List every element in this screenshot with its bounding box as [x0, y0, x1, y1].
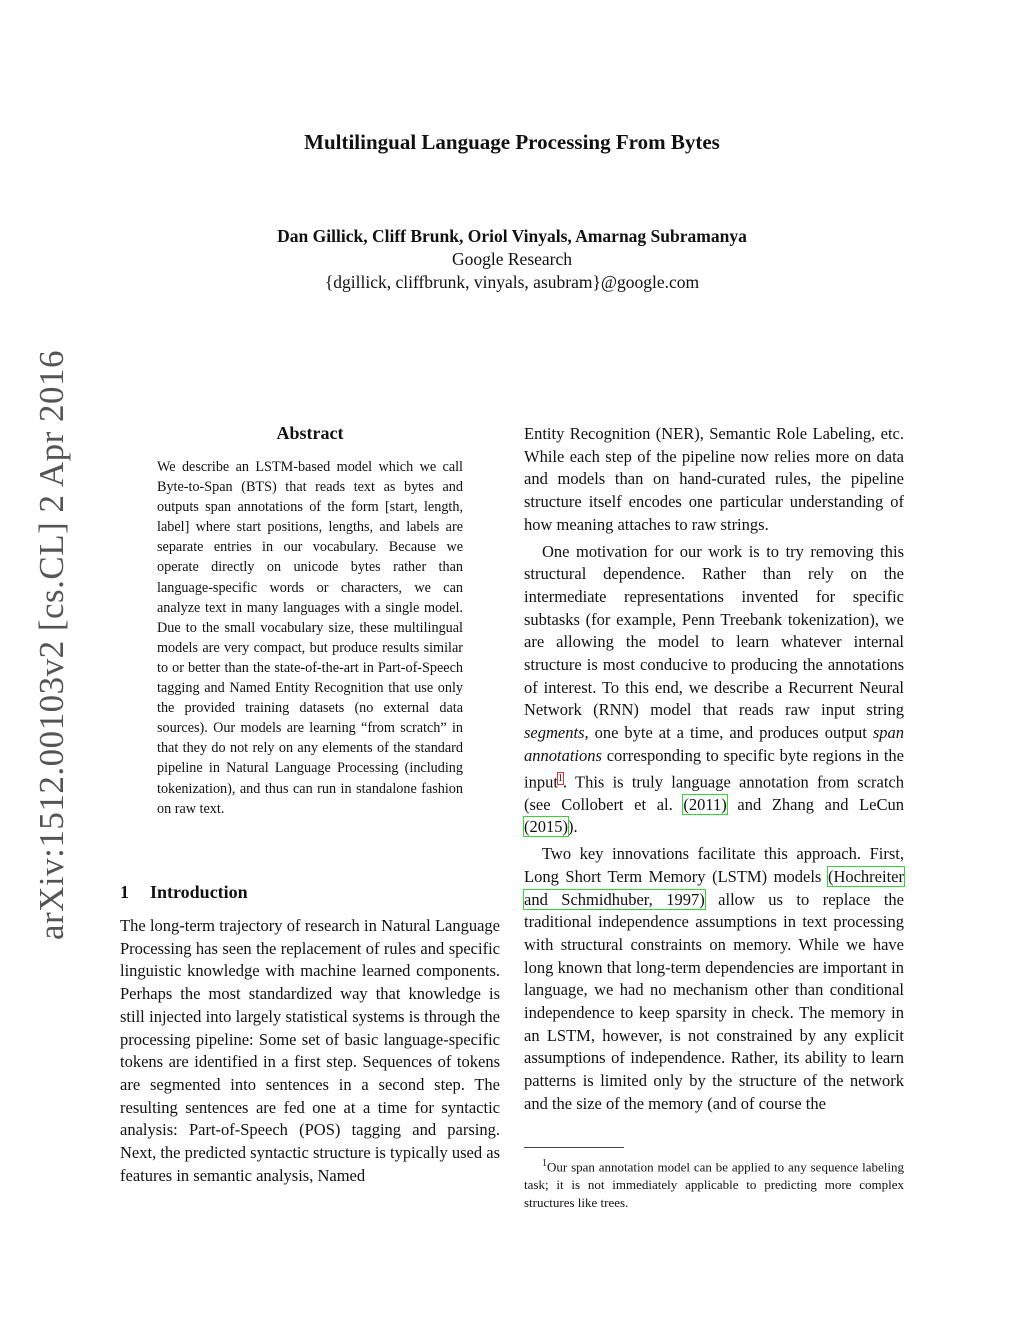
citation-link-hochreiter[interactable]: (Hochreiter and Schmidhuber, 1997)	[524, 866, 904, 909]
affiliation: Google Research	[451, 249, 573, 269]
emphasis-segments: segments	[524, 723, 585, 743]
abstract-text: We describe an LSTM-based model which we call Byte-to-Span (BTS) that reads text as bytes and outputs span annotations of the form [start, length, label] where start positions, lengths, and labels are separate entries in our vocabulary. Because we operate directly on unicode bytes rather than language-specific words or characters, we can analyze text in many languages with a single model. Due to the small vocabulary size, these multilingual models are very compact, but produce results similar to or better than the state-of-the-art in Part-of-Speech tagging and Named Entity Recognition that use only the provided training datasets (no external data sources). Our models are learning “from scratch” in that they do not rely on any elements of the standard pipeline in Natural Language Processing (including tokenization), and thus can run in standalone fashion on raw text.	[157, 459, 463, 817]
intro-paragraph-1: The long-term trajectory of research in Natural Language Processing has seen the replacement of rules and specific linguistic knowledge with machine learned components. Perhaps the most standardized way that knowledge is still injected into largely statistical systems is through the processing pipeline: Some set of basic language-specific tokens are identified in a first step. Sequences of tokens are segmented into sentences in a second step. The resulting sentences are fed one at a time for syntactic analysis: Part-of-Speech (POS) tagging and parsing. Next, the predicted syntactic structure is typically used as features in semantic analysis, Named	[120, 916, 500, 1185]
author-emails: {dgillick, cliffbrunk, vinyals, asubram}@google.com	[324, 272, 700, 292]
footnote	[524, 1155, 904, 1212]
abstract-body	[157, 457, 463, 819]
footnote-divider	[524, 1147, 624, 1148]
text-run: One motivation for our work is to try removing this structural dependence. Rather than rely on the intermediate representations invented for specific subtasks (for example, Penn Treebank tokenization), we are allowing the model to learn whatever internal structure is most conducive to producing the annotations of interest. To this end, we describe a Recurrent Neural Network (RNN) model that reads raw input string	[524, 541, 904, 720]
footnote-body: Our span annotation model can be applied to any sequence labeling task; it is not immediately applicable to predicting more complex structures like trees.	[524, 1159, 904, 1211]
intro-paragraph-3	[524, 843, 904, 1115]
intro-paragraph-2	[524, 541, 904, 840]
text-run: ).	[568, 817, 578, 837]
text-run: corresponding to specific byte regions in the input	[524, 745, 904, 792]
intro-left-column	[120, 915, 500, 1187]
footnote-text	[524, 1155, 904, 1212]
text-run: . This is truly language annotation from scratch (see Collobert et al.	[524, 772, 904, 814]
text-run: , one byte at a time, and produces output	[584, 723, 873, 743]
footnote-marker: 1	[542, 1158, 547, 1169]
section-title: Introduction	[150, 882, 248, 902]
text-run: Two key innovations facilitate this approach. First, Long Short Term Memory (LSTM) models	[524, 844, 904, 886]
emphasis-span-annotations: span annotations	[524, 723, 904, 765]
intro-paragraph-continued: Entity Recognition (NER), Semantic Role Labeling, etc. While each step of the pipeline now relies more on data and models than on hand-curated rules, the pipeline structure itself encodes one particular understanding of how meaning attaches to raw strings.	[524, 424, 904, 534]
intro-right-column	[524, 423, 904, 1120]
author-list: Dan Gillick, Cliff Brunk, Oriol Vinyals, Amarnag Subramanya	[277, 226, 747, 246]
section-number: 1	[120, 882, 129, 902]
citation-link-zhang[interactable]: (2015)	[524, 817, 568, 837]
arxiv-identifier: arXiv:1512.00103v2 [cs.CL] 2 Apr 2016	[32, 349, 71, 941]
paper-title: Multilingual Language Processing From Bytes	[304, 130, 720, 154]
text-run: and Zhang and LeCun	[726, 794, 904, 814]
footnote-ref-link[interactable]: 1	[557, 772, 563, 784]
section-heading-introduction	[120, 882, 248, 903]
text-run: allow us to replace the traditional independence assumptions in text processing with structural constraints on memory. While we have long known that long-term dependencies are important in language, we had no mechanism other than conditional independence to keep sparsity in check. The memory in an LSTM, however, is not constrained by any explicit assumptions of independence. Rather, its ability to learn patterns is limited only by the structure of the network and the size of the memory (and of course the	[524, 889, 904, 1113]
citation-link-collobert[interactable]: (2011)	[683, 794, 727, 814]
abstract-heading: Abstract	[276, 423, 344, 443]
